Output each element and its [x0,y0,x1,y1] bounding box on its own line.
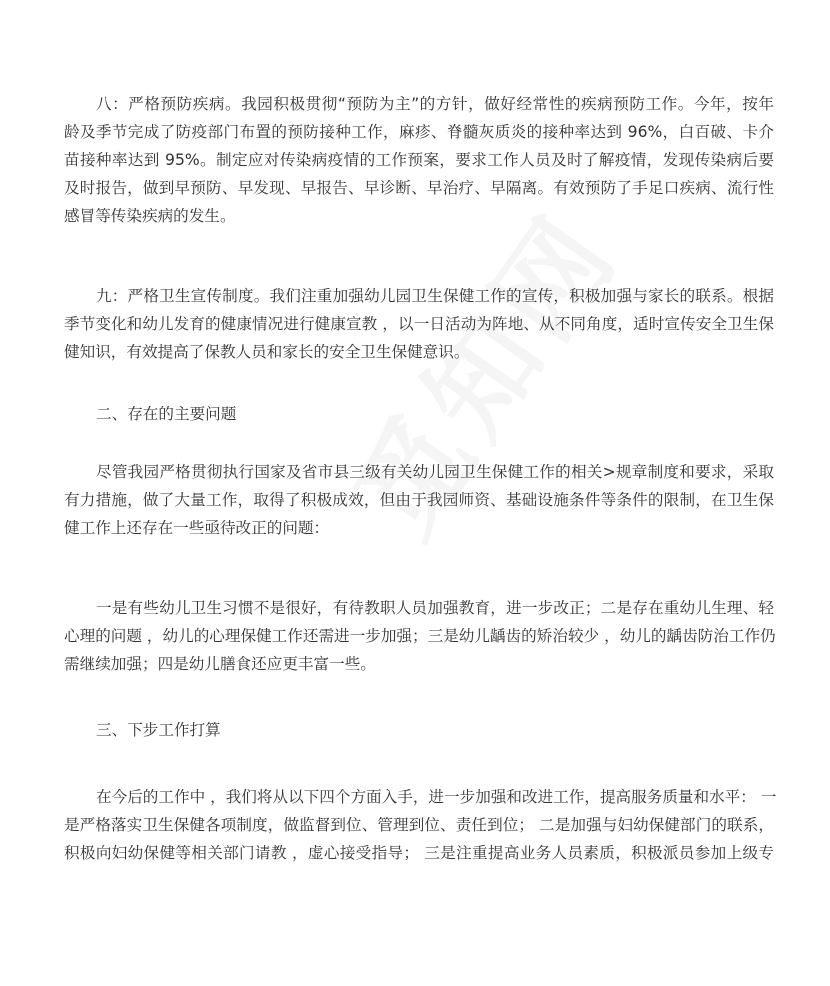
text-line: 季节变化和幼儿发育的健康情况进行健康宣教 ，以一日活动为阵地、从不同角度，适时宣传安全卫生保 [64,315,774,333]
section-heading-problems: 二、存在的主要问题 [96,405,237,423]
text-line: 健知识，有效提高了保教人员和家长的安全卫生保健意识。 [64,343,470,361]
text-line: 九：严格卫生宣传制度。我们注重加强幼儿园卫生保健工作的宣传，积极加强与家长的联系。根据 [96,287,774,305]
text-line: 在今后的工作中 ，我们将从以下四个方面入手，进一步加强和改进工作，提高服务质量和水平： 一 [96,788,777,806]
text-line: 一是有些幼儿卫生习惯不是很好，有待教职人员加强教育，进一步改正；二是存在重幼儿生理、轻 [96,599,774,617]
text-line: 苗接种率达到 95%。制定应对传染病疫情的工作预案，要求工作人员及时了解疫情，发现传染病后要 [64,151,774,169]
text-line: 健工作上还存在一些亟待改正的问题： [64,519,330,537]
text-line: 有力措施，做了大量工作，取得了积极成效，但由于我园师资、基础设施条件等条件的限制，在卫生保 [64,491,774,509]
text-line: 心理的问题 ，幼儿的心理保健工作还需进一步加强；三是幼儿龋齿的矫治较少 ，幼儿的龋齿防治工作仍 [64,627,776,645]
text-line: 及时报告，做到早预防、早发现、早报告、早诊断、早治疗、早隔离。有效预防了手足口疾病、流行性 [64,179,774,197]
text-line: 是严格落实卫生保健各项制度，做监督到位、管理到位、责任到位； 二是加强与妇幼保健部门的联系， [64,816,774,834]
section-heading-next-steps: 三、下步工作打算 [96,721,221,739]
text-line: 需继续加强；四是幼儿膳食还应更丰富一些。 [64,655,376,673]
text-line: 感冒等传染疾病的发生。 [64,207,236,225]
text-line: 尽管我园严格贯彻执行国家及省市县三级有关幼儿园卫生保健工作的相关>规章制度和要求，采取 [96,463,774,481]
text-line: 龄及季节完成了防疫部门布置的预防接种工作，麻疹、脊髓灰质炎的接种率达到 96%，白百破、卡介 [64,123,774,141]
text-line: 八：严格预防疾病。我园积极贯彻“预防为主”的方针，做好经常性的疾病预防工作。今年，按年 [96,95,774,113]
text-line: 积极向妇幼保健等相关部门请教 ，虚心接受指导； 三是注重提高业务人员素质，积极派员参加上级专 [64,844,774,862]
